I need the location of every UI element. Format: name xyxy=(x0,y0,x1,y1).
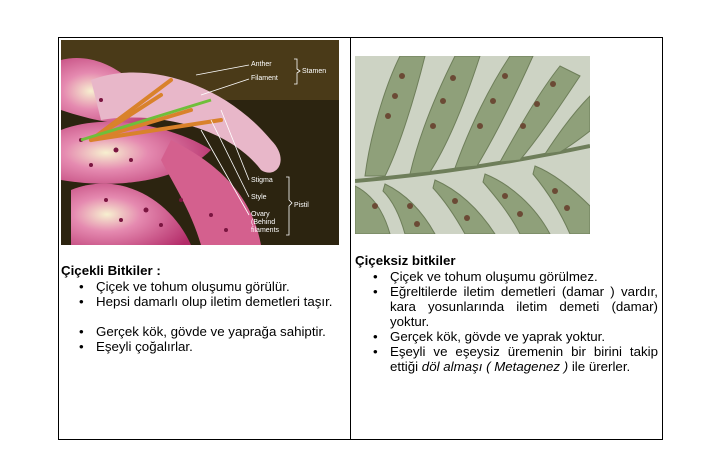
reproduction-text: Eşeyli ve eşeysiz üremenin bir birini takip ettiği xyxy=(390,344,658,374)
label-ovary-behind: (Behind xyxy=(251,219,276,226)
list-item: • Çiçek ve tohum oluşumu görülmez. xyxy=(355,269,658,284)
flowering-plants-section xyxy=(61,263,346,354)
flowering-plants-heading: Çiçekli Bitkiler : xyxy=(61,263,161,278)
list-item: • Çiçek ve tohum oluşumu görülür. xyxy=(61,279,346,294)
flowering-plants-list xyxy=(61,279,346,354)
column-divider xyxy=(350,37,351,440)
label-stigma: Stigma xyxy=(251,177,273,184)
lily-flower-image xyxy=(61,40,339,245)
list-item: • Gerçek kök, gövde ve yaprağa sahiptir. xyxy=(61,324,346,339)
label-pistil: Pistil xyxy=(294,202,309,209)
list-item: • Hepsi damarlı olup iletim demetleri taşır. xyxy=(61,294,346,309)
fern-leaf-image xyxy=(355,56,590,234)
label-filament: Filament xyxy=(251,75,278,82)
list-item: • Gerçek kök, gövde ve yaprak yoktur. xyxy=(355,329,658,344)
flowerless-plants-heading: Çiçeksiz bitkiler xyxy=(355,253,456,268)
list-item xyxy=(355,344,658,374)
fern-leaf-icon xyxy=(355,56,590,234)
lily-flower-icon xyxy=(61,40,339,245)
metagenesis-term: döl almaşı ( Metagenez ) xyxy=(421,359,569,374)
flowerless-plants-section xyxy=(355,253,658,374)
label-anther: Anther xyxy=(251,61,272,68)
label-ovary: Ovary xyxy=(251,211,270,218)
reproduction-text-end: ile ürerler. xyxy=(568,359,631,374)
label-ovary-filaments: filaments xyxy=(251,227,280,234)
list-item: • Eşeyli çoğalırlar. xyxy=(61,339,346,354)
label-stamen: Stamen xyxy=(302,68,327,75)
label-style: Style xyxy=(251,194,267,201)
flowerless-plants-list xyxy=(355,269,658,374)
list-item: • Eğreltilerde iletim demetleri (damar ) vardır, kara yosunlarında iletim demeti (damar) yoktur. xyxy=(355,284,658,329)
